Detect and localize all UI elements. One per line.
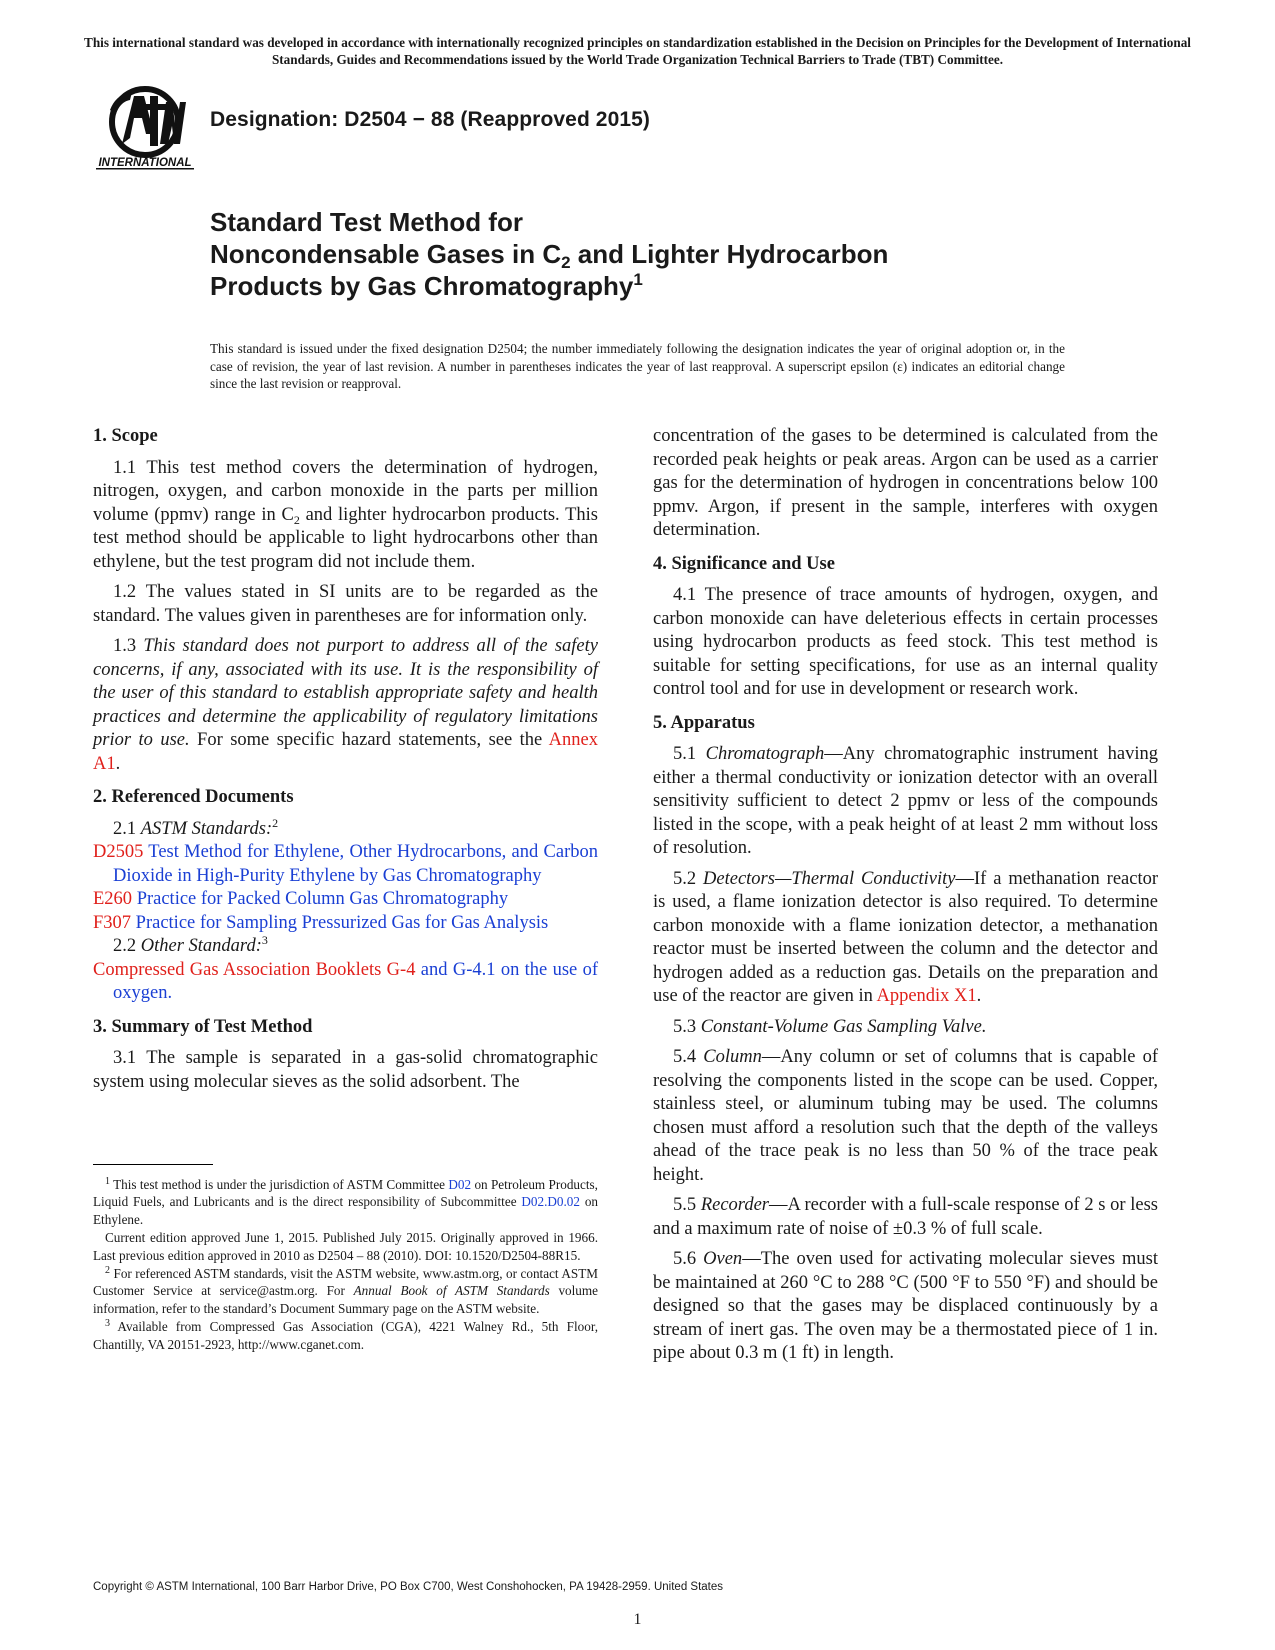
reference-cga-booklets[interactable]: Compressed Gas Association Booklets G-4 and G-4.1 on the use of oxygen.: [93, 959, 598, 1003]
paragraph-5-2: 5.2 Detectors—Thermal Conductivity—If a methanation reactor is used, a flame ionization detector is also required. To determine carbon monoxide with a flame ionization detector, a methanation reactor must be inserted between the column and the detector and hydrogen added as a reduction gas. Details on the preparation and use of the reactor are given in Appendix X1.: [653, 868, 1158, 1006]
designation: Designation: D2504 − 88 (Reapproved 2015): [210, 108, 651, 131]
paragraph-5-1: 5.1 Chromatograph—Any chromatographic instrument having either a thermal conductivity or ionization detector with an overall sensitivity sufficient to detect 2 ppmv or less of the compounds listed in the scope, with a peak height of at least 2 mm without loss of resolution.: [653, 744, 1158, 858]
section-heading-apparatus: 5. Apparatus: [653, 712, 755, 733]
tbt-notice: This international standard was developed in accordance with internationally recognized principles on standardization established in the Decision on Principles for the Development of International Standards, Guides and Recommendations issued by the World Trade Organization Technical Barriers to Trade (TBT) Committee.: [84, 35, 1191, 67]
footnote-ref-1[interactable]: 1: [633, 270, 643, 289]
left-column: [93, 425, 598, 1101]
footnotes: [93, 1176, 598, 1354]
reference-d2505[interactable]: D2505 Test Method for Ethylene, Other Hydrocarbons, and Carbon Dioxide in High-Purity Ethylene by Gas Chromatography: [93, 842, 598, 886]
paragraph-5-6: 5.6 Oven—The oven used for activating molecular sieves must be maintained at 260 °C to 288 °C (500 °F to 550 °F) and should be designed so that the gases may be displaced continuously by a stream of inert gas. The oven may be a thermostated piece of 1 in. pipe about 0.3 m (1 ft) in length.: [653, 1249, 1159, 1363]
paragraph-1-3: 1.3 This standard does not purport to address all of the safety concerns, if any, associated with its use. It is the responsibility of the user of this standard to establish appropriate safety and health practices and determine the applicability of regulatory limitations prior to use. For some specific hazard statements, see the Annex A1.: [93, 636, 598, 774]
section-heading-summary: 3. Summary of Test Method: [93, 1016, 313, 1037]
paragraph-1-1: 1.1 This test method covers the determination of hydrogen, nitrogen, oxygen, and carbon monoxide in the parts per million volume (ppmv) range in $C_2$ and lighter hydrocarbon products. This test method should be applicable to light hydrocarbons other than ethylene, but the test program did not include them.: [93, 457, 599, 572]
reference-f307[interactable]: F307 Practice for Sampling Pressurized Gas for Gas Analysis: [93, 912, 549, 933]
footnote-divider: [93, 1164, 213, 1165]
page-number: 1: [633, 1611, 642, 1628]
paragraph-2-1: 2.1 ASTM Standards:$^2$: [113, 815, 279, 839]
committee-d02-link[interactable]: D02: [448, 1177, 472, 1192]
astm-international-logo: [92, 82, 198, 186]
paragraph-4-1: 4.1 The presence of trace amounts of hydrogen, oxygen, and carbon monoxide can have deleterious effects in certain processes using hydrocarbon products as feed stock. This test method is suitable for setting specifications, for use as an internal quality control tool and for use in development or research work.: [653, 585, 1158, 699]
paragraph-5-5: 5.5 Recorder—A recorder with a full-scale response of 2 s or less and a maximum rate of noise of ±0.3 % of full scale.: [653, 1195, 1159, 1239]
reference-e260[interactable]: E260 Practice for Packed Column Gas Chromatography: [93, 889, 509, 909]
paragraph-5-4: 5.4 Column—Any column or set of columns that is capable of resolving the components listed in the scope can be used. Copper, stainless steel, or aluminum tubing may be used. The columns chosen must afford a resolution such that the depth of the valleys ahead of the trace peak is no less than 50 % of the trace peak height.: [653, 1047, 1158, 1185]
subcommittee-link[interactable]: D02.D0.02: [521, 1194, 580, 1210]
paragraph-3-1: 3.1 The sample is separated in a gas-solid chromatographic system using molecular sieves as the solid adsorbent. The: [93, 1048, 598, 1092]
footnote-2: $^2$ For referenced ASTM standards, visit the ASTM website, www.astm.org, or contact ASTM Customer Service at service@astm.org. For Annual Book of ASTM Standards volume information, refer to the standard’s Document Summary page on the ASTM website.: [93, 1265, 598, 1316]
section-heading-scope: 1. Scope: [93, 426, 158, 446]
copyright-line: Copyright © ASTM International, 100 Barr Harbor Drive, PO Box C700, West Conshohocken, PA 19428-2959. United States: [93, 1581, 724, 1593]
paragraph-3-1-continued: concentration of the gases to be determined is calculated from the recorded peak heights or peak areas. Argon can be used as a carrier gas for the determination of hydrogen in concentrations below 100 ppmv. Argon, if present in the sample, interferes with oxygen determination.: [653, 426, 1158, 540]
paragraph-1-2: 1.2 The values stated in SI units are to be regarded as the standard. The values given in parentheses are for information only.: [93, 582, 598, 626]
annex-a1-link[interactable]: Annex A1: [93, 730, 598, 774]
right-column: [653, 425, 1158, 1373]
section-heading-significance: 4. Significance and Use: [653, 553, 835, 574]
document-title: [210, 206, 888, 302]
issued-note: This standard is issued under the fixed designation D2504; the number immediately following the designation indicates the year of original adoption or, in the case of revision, the year of last revision. A number in parentheses indicates the year of last reapproval. A superscript epsilon (ε) indicates an editorial change since the last revision or reapproval.: [210, 341, 1065, 391]
paragraph-2-2: 2.2 Other Standard:$^3$: [113, 933, 268, 956]
appendix-x1-link[interactable]: Appendix X1: [876, 986, 977, 1006]
title-line-3: Products by Gas Chromatography$^1$: [210, 270, 643, 301]
footnote-1-edition: Current edition approved June 1, 2015. Published July 2015. Originally approved in 1966. Last previous edition approved in 2010 as D2504 – 88 (2010). DOI: 10.1520/D2504-88R15.: [93, 1230, 598, 1263]
footnote-1: $^1$ This test method is under the jurisdiction of ASTM Committee D02 on Petroleum Products, Liquid Fuels, and Lubricants and is the direct responsibility of Subcommittee D02.D0.02 on Ethylene.: [93, 1176, 599, 1227]
footnote-3: $^3$ Available from Compressed Gas Association (CGA), 4221 Walney Rd., 5th Floor, Chantilly, VA 20151-2923, http://www.cganet.com.: [93, 1318, 598, 1352]
paragraph-5-3: 5.3 Constant-Volume Gas Sampling Valve.: [673, 1016, 987, 1037]
section-heading-referenced-documents: 2. Referenced Documents: [93, 787, 294, 807]
logo-text: INTERNATIONAL: [98, 157, 192, 169]
title-line-2: Noncondensable Gases in $C_2$ and Lighter Hydrocarbon: [210, 239, 889, 272]
title-line-1: Standard Test Method for: [210, 207, 523, 237]
